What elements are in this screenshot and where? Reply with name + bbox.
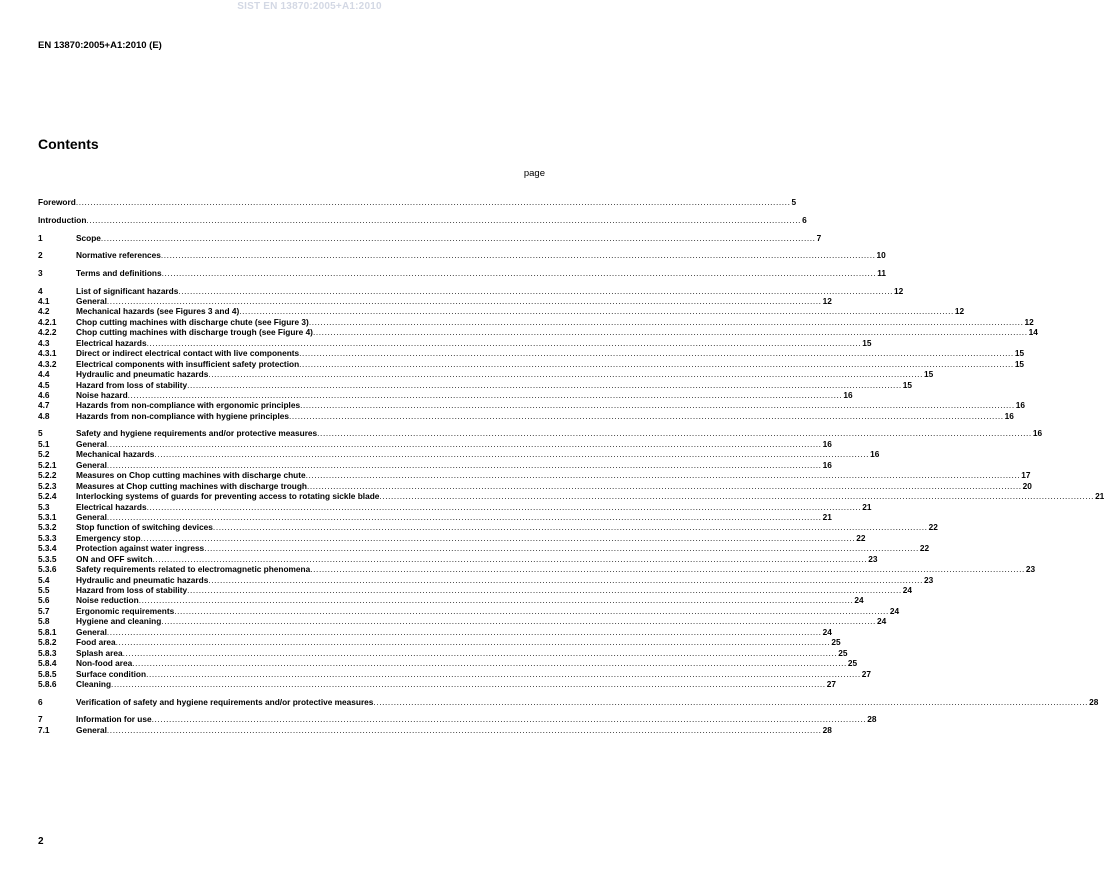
- dot-leader: [208, 370, 923, 379]
- toc-entry[interactable]: [38, 400, 1025, 411]
- toc-entry[interactable]: [38, 369, 934, 380]
- toc-entry[interactable]: [38, 532, 866, 543]
- toc-entry-number: 4.2.1: [38, 316, 57, 327]
- dot-leader: [147, 339, 862, 348]
- toc-entry-number: 5.8.5: [38, 668, 57, 679]
- toc-entry-page: 24: [822, 626, 832, 637]
- toc-entry-title: Measures on Chop cutting machines with discharge chute: [76, 470, 306, 481]
- toc-entry[interactable]: [38, 696, 1099, 707]
- dot-leader: [76, 198, 791, 207]
- toc-entry-page: 12: [822, 296, 832, 306]
- toc-entry-title: Electrical hazards: [76, 501, 147, 512]
- toc-entry-title: General: [76, 296, 107, 306]
- dot-leader: [213, 523, 928, 532]
- toc-entry-number: 5.8.1: [38, 626, 57, 637]
- toc-entry-number: 4.8: [38, 410, 50, 421]
- toc-entry[interactable]: [38, 480, 1032, 491]
- toc-entry-number: 4.6: [38, 389, 50, 400]
- toc-entry[interactable]: [38, 438, 832, 449]
- toc-entry-number: 5.8: [38, 616, 50, 627]
- toc-entry-title: Chop cutting machines with discharge chute (see Figure 3): [76, 316, 309, 327]
- toc-entry-number: 7: [38, 714, 43, 725]
- toc-entry-number: 5.4: [38, 574, 50, 585]
- toc-entry-title: Stop function of switching devices: [76, 522, 213, 533]
- toc-entry-title: General: [76, 459, 107, 470]
- toc-entry-number: 4.2: [38, 306, 50, 317]
- toc-entry[interactable]: [38, 459, 832, 470]
- dot-leader: [107, 297, 822, 306]
- toc-entry[interactable]: [38, 564, 1036, 575]
- toc-entry-page: 15: [902, 379, 913, 390]
- watermark: SIST EN 13870:2005+A1:2010: [237, 1, 382, 12]
- toc-entry-page: 25: [831, 637, 841, 648]
- dot-leader: [373, 698, 1088, 707]
- toc-entry[interactable]: [38, 605, 900, 616]
- toc-entry-page: 15: [862, 337, 872, 348]
- toc-entry-title: Mechanical hazards: [76, 449, 155, 460]
- toc-entry-page: 24: [876, 616, 887, 627]
- toc-entry[interactable]: [38, 543, 930, 554]
- toc-entry-page: 22: [919, 543, 930, 554]
- toc-entry-number: 4.4: [38, 369, 50, 380]
- toc-entry-title: Electrical hazards: [76, 337, 147, 348]
- toc-entry[interactable]: [38, 337, 872, 348]
- toc-entry-title: Scope: [76, 232, 101, 243]
- toc-entry-page: 24: [854, 595, 864, 606]
- toc-entry[interactable]: [38, 574, 934, 585]
- toc-entry[interactable]: [38, 724, 832, 735]
- toc-entry-page: 16: [822, 459, 832, 470]
- toc-entry-page: 21: [822, 511, 832, 522]
- dot-leader: [208, 576, 923, 585]
- toc-entry-title: Ergonomic requirements: [76, 605, 175, 616]
- toc-entry[interactable]: [38, 296, 832, 306]
- toc-entry-number: 2: [38, 250, 43, 261]
- dot-leader: [174, 607, 889, 616]
- page-number: 2: [38, 836, 44, 847]
- toc-entry-page: 21: [1095, 491, 1104, 502]
- toc-entry[interactable]: [38, 358, 1025, 369]
- toc-entry-title: Non-food area: [76, 658, 133, 669]
- dot-leader: [132, 659, 847, 668]
- toc-entry-title: Safety and hygiene requirements and/or protective measures: [76, 428, 318, 439]
- toc-entry-page: 28: [1089, 696, 1099, 707]
- dot-leader: [310, 565, 1025, 574]
- dot-leader: [289, 412, 1004, 421]
- dot-leader: [178, 287, 893, 296]
- toc-entry-number: 5.2.4: [38, 491, 57, 502]
- dot-leader: [107, 440, 822, 449]
- toc-entry-number: 5.3.4: [38, 543, 57, 554]
- toc-entry-page: 25: [838, 647, 848, 658]
- dot-leader: [107, 628, 822, 637]
- toc-entry-page: 16: [822, 438, 832, 449]
- toc-entry[interactable]: [38, 658, 858, 669]
- toc-entry[interactable]: [38, 389, 853, 400]
- toc-entry-page: 7: [816, 232, 822, 243]
- toc-entry-page: 17: [1021, 470, 1031, 481]
- toc-entry[interactable]: [38, 637, 841, 648]
- toc-entry-page: 15: [924, 369, 934, 380]
- toc-entry[interactable]: [38, 410, 1014, 421]
- toc-entry-number: 5.3.1: [38, 511, 57, 522]
- toc-entry-number: 6: [38, 696, 43, 707]
- toc-entry[interactable]: [38, 585, 913, 595]
- dot-leader: [107, 461, 822, 470]
- toc-entry[interactable]: [38, 491, 1104, 502]
- dot-leader: [111, 680, 826, 689]
- dot-leader: [239, 307, 954, 316]
- toc-entry[interactable]: [38, 215, 807, 226]
- toc-entry-title: Safety requirements related to electromagnetic phenomena: [76, 564, 311, 575]
- toc-entry-page: 15: [1014, 348, 1025, 359]
- toc-entry-page: 5: [791, 197, 797, 208]
- toc-entry-number: 5.3.6: [38, 564, 57, 575]
- toc-entry-number: 4.3.2: [38, 358, 57, 369]
- toc-entry[interactable]: [38, 285, 904, 296]
- toc-entry-title: Hazard from loss of stability: [76, 585, 188, 595]
- toc-entry-title: Terms and definitions: [76, 267, 162, 278]
- toc-entry-title: Emergency stop: [76, 532, 141, 543]
- toc-entry-page: 25: [847, 658, 858, 669]
- dot-leader: [162, 269, 877, 278]
- toc-entry-title: Cleaning: [76, 678, 112, 689]
- toc-entry[interactable]: [38, 379, 913, 390]
- table-of-contents: [38, 197, 1104, 735]
- toc-entry[interactable]: [38, 197, 797, 208]
- toc-entry-title: Hazard from loss of stability: [76, 379, 188, 390]
- toc-entry-number: 5.8.4: [38, 658, 57, 669]
- toc-entry-page: 24: [889, 605, 900, 616]
- toc-entry-page: 16: [1032, 428, 1043, 439]
- toc-entry-page: 24: [902, 585, 913, 595]
- toc-entry[interactable]: [38, 232, 822, 243]
- toc-entry-page: 16: [843, 389, 853, 400]
- dot-leader: [313, 328, 1028, 337]
- toc-entry-title: Splash area: [76, 647, 123, 658]
- toc-entry[interactable]: [38, 250, 886, 261]
- toc-entry-number: 4.2.2: [38, 327, 57, 338]
- toc-entry[interactable]: [38, 616, 887, 627]
- dot-leader: [139, 596, 854, 605]
- dot-leader: [379, 492, 1094, 501]
- toc-entry-number: 5.1: [38, 438, 50, 449]
- toc-entry-page: 28: [867, 714, 877, 725]
- dot-leader: [107, 726, 822, 735]
- toc-entry-number: 4.7: [38, 400, 50, 411]
- toc-entry-title: Hygiene and cleaning: [76, 616, 162, 627]
- dot-leader: [101, 234, 816, 243]
- toc-entry[interactable]: [38, 647, 848, 658]
- dot-leader: [161, 617, 876, 626]
- toc-entry-number: 5.8.3: [38, 647, 57, 658]
- toc-entry-page: 6: [802, 215, 807, 226]
- toc-entry-number: 5.5: [38, 585, 50, 595]
- toc-entry-number: 5.3: [38, 501, 50, 512]
- toc-entry-number: 4.3: [38, 337, 50, 348]
- toc-entry[interactable]: [38, 501, 872, 512]
- toc-entry-number: 5.3.3: [38, 532, 57, 543]
- toc-entry-title: Verification of safety and hygiene requirements and/or protective measures: [76, 696, 374, 707]
- toc-entry-page: 21: [862, 501, 872, 512]
- toc-entry[interactable]: [38, 470, 1031, 481]
- toc-entry[interactable]: [38, 714, 877, 725]
- toc-entry-title: Noise hazard: [76, 389, 128, 400]
- toc-entry[interactable]: [38, 428, 1043, 439]
- toc-entry-title: Food area: [76, 637, 116, 648]
- toc-entry[interactable]: [38, 348, 1025, 359]
- toc-entry-title: Hazards from non-compliance with hygiene principles: [76, 410, 289, 421]
- toc-entry-number: 5.6: [38, 595, 50, 606]
- toc-entry-page: 14: [1028, 327, 1038, 338]
- toc-entry-title: Normative references: [76, 250, 161, 261]
- toc-entry-page: 15: [1014, 358, 1025, 369]
- toc-entry-page: 12: [1024, 316, 1034, 327]
- toc-entry-title: Hazards from non-compliance with ergonomic principles: [76, 400, 301, 411]
- toc-entry-title: List of significant hazards: [76, 285, 179, 296]
- toc-entry-number: 5.2.1: [38, 459, 57, 470]
- toc-entry-number: 5.2.3: [38, 480, 57, 491]
- toc-entry-number: 5.8.6: [38, 678, 57, 689]
- dot-leader: [300, 401, 1015, 410]
- toc-entry-title: Foreword: [38, 197, 76, 208]
- dot-leader: [306, 471, 1021, 480]
- toc-entry[interactable]: [38, 449, 880, 460]
- toc-entry-page: 10: [876, 250, 886, 261]
- toc-entry[interactable]: [38, 678, 836, 689]
- toc-entry-page: 16: [870, 449, 880, 460]
- toc-entry-number: 5: [38, 428, 43, 439]
- dot-leader: [116, 638, 831, 647]
- toc-entry[interactable]: [38, 316, 1034, 327]
- toc-entry-number: 5.3.5: [38, 553, 57, 564]
- toc-entry[interactable]: [38, 595, 864, 606]
- toc-entry-title: Protection against water ingress: [76, 543, 205, 554]
- toc-entry-number: 1: [38, 232, 43, 243]
- dot-leader: [146, 670, 861, 679]
- toc-entry-number: 4.3.1: [38, 348, 57, 359]
- dot-leader: [187, 586, 902, 595]
- toc-entry-number: 5.2.2: [38, 470, 57, 481]
- toc-entry-page: 22: [856, 532, 866, 543]
- toc-entry-title: Hydraulic and pneumatic hazards: [76, 574, 209, 585]
- page-column-label: page: [523, 168, 545, 179]
- toc-entry[interactable]: [38, 668, 871, 679]
- toc-entry-number: 4.5: [38, 379, 50, 390]
- toc-entry-number: 5.3.2: [38, 522, 57, 533]
- dot-leader: [153, 555, 868, 564]
- dot-leader: [152, 715, 867, 724]
- toc-entry[interactable]: [38, 553, 878, 564]
- toc-entry-page: 20: [1022, 480, 1032, 491]
- toc-entry-number: 3: [38, 267, 43, 278]
- dot-leader: [299, 360, 1014, 369]
- toc-entry-page: 23: [1025, 564, 1036, 575]
- dot-leader: [147, 503, 862, 512]
- toc-entry-title: Hydraulic and pneumatic hazards: [76, 369, 209, 380]
- dot-leader: [107, 513, 822, 522]
- toc-entry-title: General: [76, 511, 107, 522]
- toc-entry-title: Interlocking systems of guards for preventing access to rotating sickle blade: [76, 491, 380, 502]
- toc-entry-title: Direct or indirect electrical contact with live components: [76, 348, 300, 359]
- toc-entry[interactable]: [38, 267, 887, 278]
- dot-leader: [141, 534, 856, 543]
- dot-leader: [299, 349, 1014, 358]
- toc-entry[interactable]: [38, 327, 1038, 338]
- toc-entry-title: Chop cutting machines with discharge trough (see Figure 4): [76, 327, 313, 338]
- toc-entry-title: Electrical components with insufficient safety protection: [76, 358, 300, 369]
- dot-leader: [317, 429, 1032, 438]
- toc-entry-title: Surface condition: [76, 668, 147, 679]
- toc-entry-page: 27: [861, 668, 871, 679]
- toc-entry-title: Noise reduction: [76, 595, 139, 606]
- toc-entry[interactable]: [38, 511, 832, 522]
- toc-entry-number: 4.1: [38, 296, 50, 306]
- toc-entry-title: General: [76, 626, 107, 637]
- toc-entry-number: 4: [38, 285, 43, 296]
- dot-leader: [128, 391, 843, 400]
- toc-entry-number: 7.1: [38, 724, 50, 735]
- toc-entry-title: Information for use: [76, 714, 152, 725]
- toc-entry-title: Introduction: [38, 215, 87, 226]
- dot-leader: [161, 251, 876, 260]
- toc-entry-title: Measures at Chop cutting machines with discharge trough: [76, 480, 307, 491]
- toc-entry-page: 23: [924, 574, 934, 585]
- toc-entry-title: ON and OFF switch: [76, 553, 153, 564]
- toc-entry[interactable]: [38, 522, 938, 533]
- toc-entry-page: 23: [868, 553, 878, 564]
- dot-leader: [123, 649, 838, 658]
- toc-entry-number: 5.2: [38, 449, 50, 460]
- dot-leader: [187, 381, 902, 390]
- toc-entry-title: General: [76, 724, 107, 735]
- dot-leader: [307, 482, 1022, 491]
- document-id: EN 13870:2005+A1:2010 (E): [38, 40, 162, 51]
- toc-entry-page: 28: [822, 724, 832, 735]
- toc-entry-page: 22: [928, 522, 938, 533]
- dot-leader: [204, 544, 919, 553]
- toc-entry[interactable]: [38, 626, 832, 637]
- toc-entry-page: 11: [877, 267, 887, 278]
- page-title: Contents: [38, 136, 99, 152]
- dot-leader: [154, 450, 869, 459]
- toc-entry-number: 5.7: [38, 605, 50, 616]
- toc-entry-title: Mechanical hazards (see Figures 3 and 4): [76, 306, 240, 317]
- dot-leader: [86, 216, 801, 225]
- toc-entry-page: 16: [1004, 410, 1014, 421]
- toc-entry-page: 12: [954, 306, 965, 317]
- toc-entry-page: 16: [1015, 400, 1025, 411]
- toc-entry-page: 12: [894, 285, 904, 296]
- toc-entry-page: 27: [826, 678, 836, 689]
- toc-entry[interactable]: [38, 306, 965, 317]
- dot-leader: [309, 318, 1024, 327]
- toc-entry-number: 5.8.2: [38, 637, 57, 648]
- toc-entry-title: General: [76, 438, 107, 449]
